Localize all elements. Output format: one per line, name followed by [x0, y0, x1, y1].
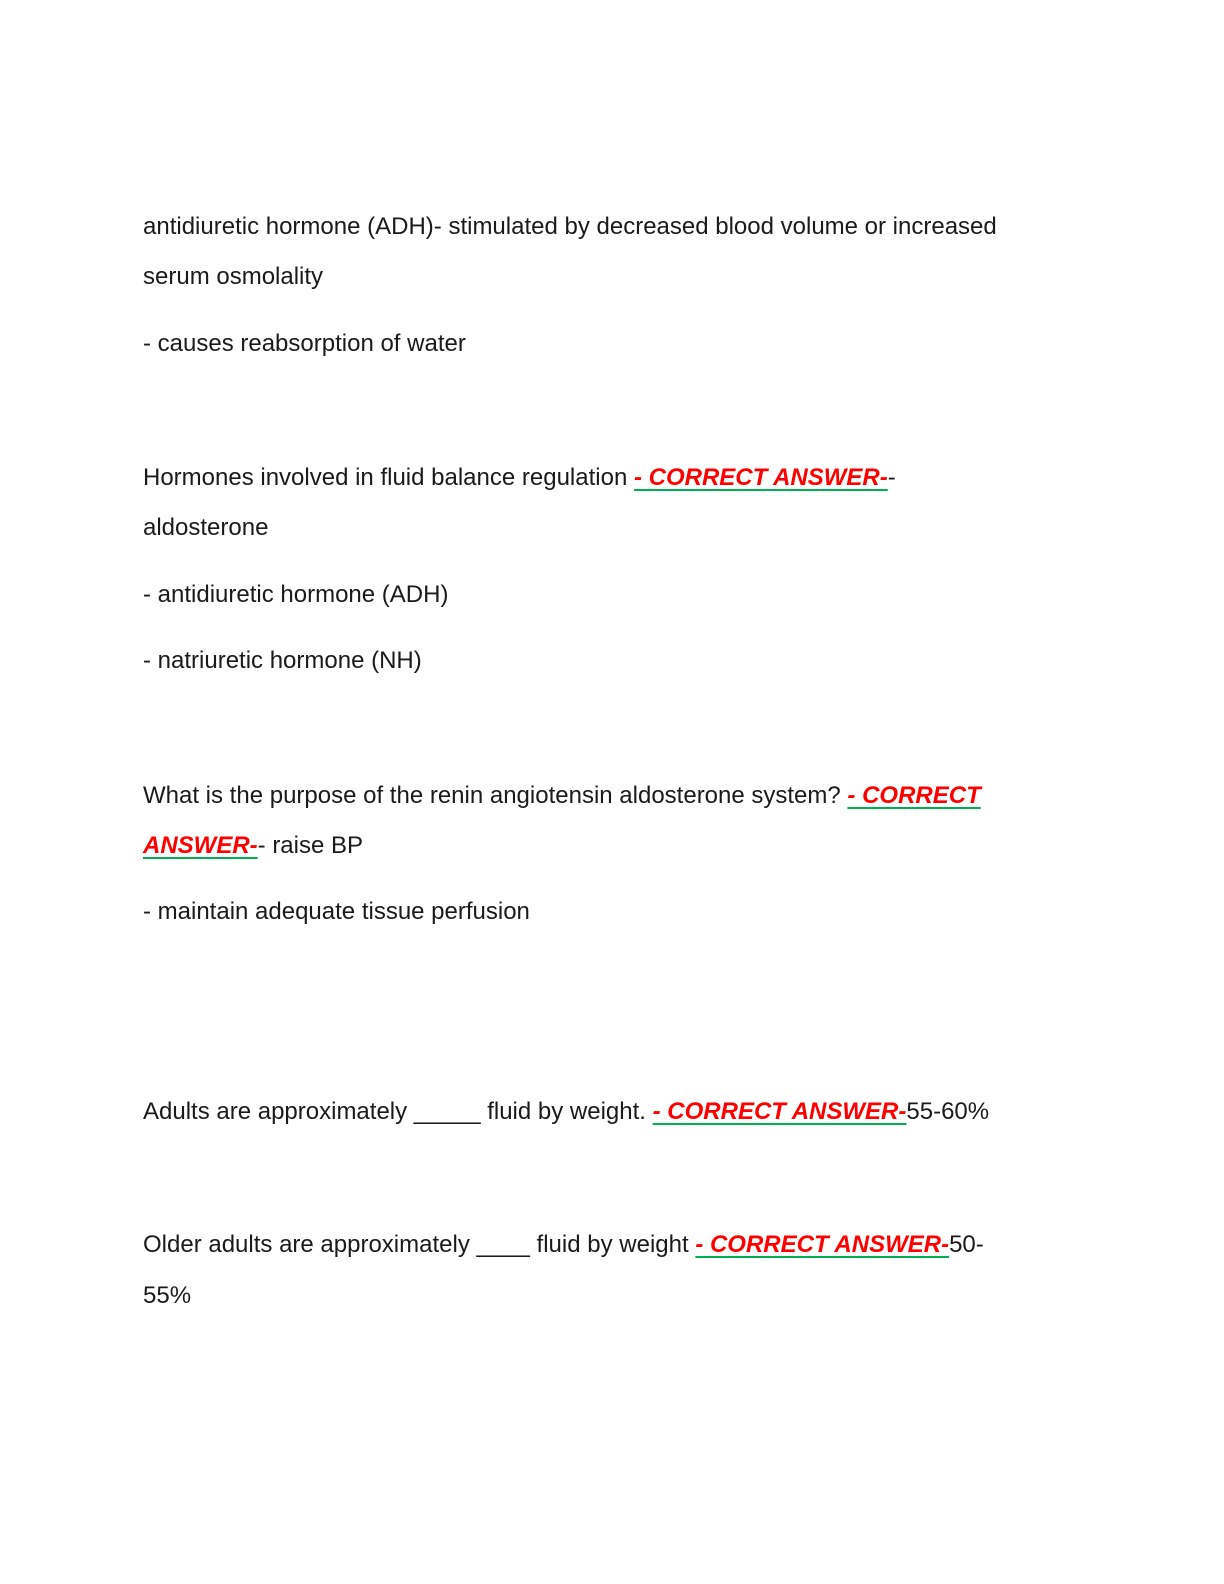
- line-text: aldosterone: [143, 514, 269, 541]
- answer-line: [143, 513, 268, 543]
- line-text: serum osmolality: [143, 263, 324, 290]
- question-text: Older adults are approximately ____ fluid by weight: [143, 1231, 696, 1258]
- question-text: What is the purpose of the renin angiotensin aldosterone system?: [143, 782, 848, 809]
- answer-text: 50-: [949, 1231, 984, 1258]
- answer-text: -: [887, 464, 896, 491]
- question-line: [143, 1230, 984, 1260]
- answer-line: [143, 646, 422, 676]
- correct-answer-tag: - CORRECT ANSWER-: [695, 1231, 950, 1258]
- line-text: - maintain adequate tissue perfusion: [143, 898, 530, 925]
- question-line: [143, 1097, 989, 1127]
- answer-line: [143, 1281, 191, 1311]
- text-line: [143, 262, 323, 292]
- answer-line: [143, 831, 363, 861]
- text-line: [143, 212, 997, 242]
- answer-text: - raise BP: [257, 832, 364, 859]
- question-line: [143, 463, 896, 493]
- answer-text: 55-60%: [906, 1098, 990, 1125]
- question-text: Hormones involved in fluid balance regulation: [143, 464, 634, 491]
- question-text: Adults are approximately _____ fluid by weight.: [143, 1098, 653, 1125]
- line-text: - causes reabsorption of water: [143, 330, 466, 357]
- correct-answer-tag: - CORRECT: [847, 782, 981, 809]
- correct-answer-tag: - CORRECT ANSWER-: [633, 464, 888, 491]
- question-line: [143, 781, 981, 811]
- answer-line: [143, 897, 530, 927]
- correct-answer-tag: - CORRECT ANSWER-: [652, 1098, 907, 1125]
- text-line: [143, 329, 466, 359]
- correct-answer-tag: ANSWER-: [143, 832, 258, 859]
- line-text: - antidiuretic hormone (ADH): [143, 581, 449, 608]
- line-text: 55%: [143, 1282, 192, 1309]
- line-text: - natriuretic hormone (NH): [143, 647, 422, 674]
- line-text: antidiuretic hormone (ADH)- stimulated by decreased blood volume or increased: [143, 213, 997, 240]
- answer-line: [143, 580, 448, 610]
